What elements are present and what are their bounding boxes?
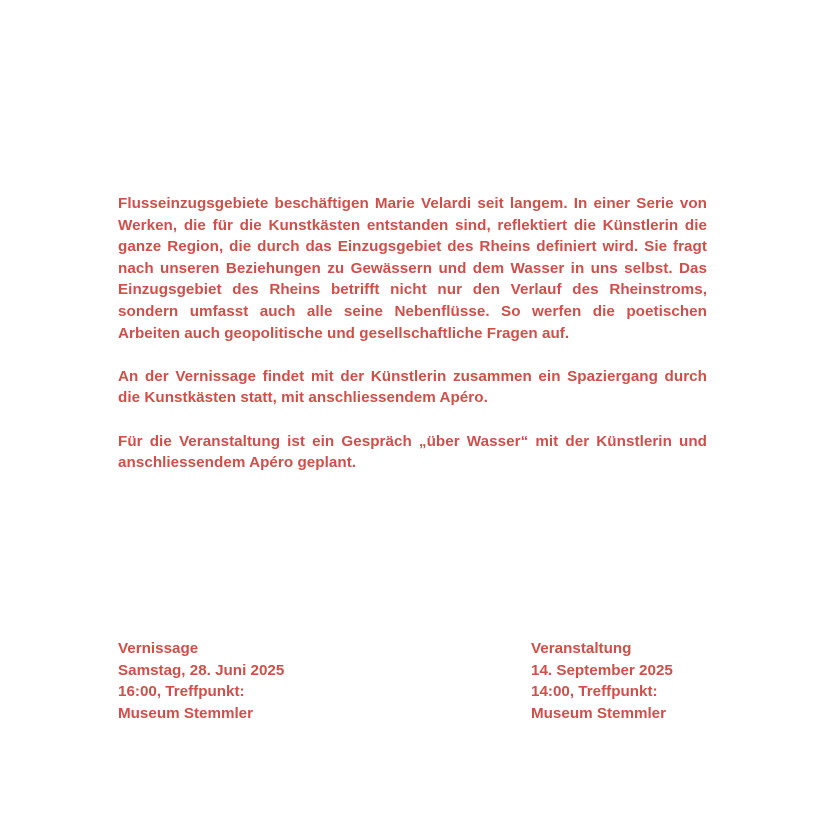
veranstaltung-info <box>531 638 673 724</box>
vernissage-info <box>118 638 284 724</box>
paragraph-vernissage: An der Vernissage findet mit der Künstlerin zusammen ein Spaziergang durch die Kunstkästen statt, mit anschliessendem Apéro. <box>118 367 707 407</box>
paragraph-intro: Flusseinzugsgebiete beschäftigen Marie Velardi seit langem. In einer Serie von Werken, die für die Kunstkästen entstanden sind, reflektiert die Künstlerin die ganze Region, die durch das Einzugsgebiet des Rheins definiert wird. Sie fragt nach unseren Beziehungen zu Gewässern und dem Wasser in uns selbst. Das Einzugsgebiet des Rheins betrifft nicht nur den Verlauf des Rheinstroms, sondern umfasst auch alle seine Nebenflüsse. So werfen die poetischen Arbeiten auch geopolitische und gesellschaftliche Fragen auf. <box>118 195 707 342</box>
veranstaltung-date: 14. September 2025 <box>531 661 673 679</box>
veranstaltung-label: Veranstaltung <box>531 640 632 657</box>
vernissage-date: Samstag, 28. Juni 2025 <box>118 661 285 679</box>
paragraph-veranstaltung: Für die Veranstaltung ist ein Gespräch „über Wasser“ mit der Künstlerin und anschliessendem Apéro geplant. <box>118 432 707 472</box>
vernissage-time: 16:00, Treffpunkt: <box>118 683 245 700</box>
vernissage-label: Vernissage <box>118 640 199 657</box>
veranstaltung-place: Museum Stemmler <box>531 704 667 722</box>
description-text <box>118 193 707 474</box>
vernissage-place: Museum Stemmler <box>118 704 254 722</box>
veranstaltung-time: 14:00, Treffpunkt: <box>531 683 658 700</box>
